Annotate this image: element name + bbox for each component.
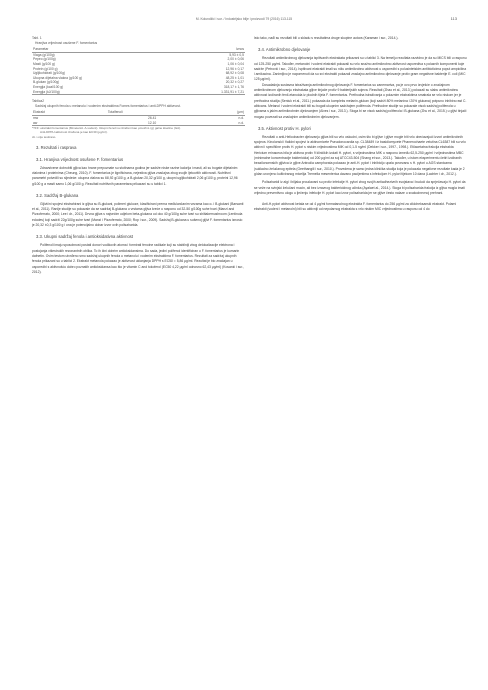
- table1-col-param: Parametar: [32, 47, 175, 52]
- table2-label: Tablica2: [32, 99, 45, 104]
- section-heading: 3.5. Aktivnost protiv H. pylori: [258, 125, 311, 131]
- section-heading: 3.3. Ukupni sadržaj fenola i antioksidativna aktivnost: [36, 234, 134, 240]
- paragraph: Anti-H.pylori aktivnost ketala se od 4 μg/ml formatanolnog ekstrakta F. fomentarius do 256 μg/ml za cikloheksanski ekstrakt. Polarni ekstrakti (vodeni i metanolni) bili su aktivniji od nepolarnog ekstrakta s vrlo niskim MIC vrijednostima u rasponu od 4 do: [254, 202, 457, 212]
- table-cell: Vlaga (g/100g): [33, 52, 55, 57]
- table-cell: 48,25 ± 1,01: [225, 75, 244, 80]
- running-head: M. Kolundžić i sur. / Industrijsko bilje i proizvodi 79 (2016) 113-115: [195, 17, 293, 21]
- table1-title: Hranjiva vrijednost osušene F. fomentarius: [35, 40, 98, 45]
- table-cell: Energija (kJ/100g): [32, 90, 175, 95]
- table1-label: Tabl. 1: [32, 36, 42, 40]
- table-cell: aw: [32, 121, 107, 126]
- table2-col-ext: Ekstrakt: [32, 110, 107, 115]
- table2-title: Sadržaj ukupnih fenola u metanolu i vodenim ekstraktima Fomes fomentarius i anti-DPPH aktivnost.: [35, 103, 181, 108]
- table-cell: Ukupna dijetalna vlakna (g/100 g): [33, 75, 83, 80]
- table2-col-ec: (μm): [197, 110, 245, 115]
- paragraph: Polisaharidi iz algi i biljaka proučavani su protiv infekcije H. pylori zbog svojih antiadhezivnih svojstava i budući da sprječavaju H. pylori da se veže na svinjski želučani mucin, ali bez izravnog baktericidnog učinka (Ayalaet al., 2014.). Stoga bi polisaharida frakcija iz gljiva mogla imati vrijednu preventivnu ulogu u lječenju infekcije H. pylori kao izvor polisaharida jer se gljive često nalaze u svakodnevnoj prehrani.: [254, 180, 466, 195]
- paragraph: Zdravstvene dobrobiti gljiva kao hrane prepoznate su stotinama godina jer sadrže niske razine kalorija i masti, ali su bogate dijetalnim vlaknima i proteinima (Cheung, 2010). F. fomentarius je lignificirana, nejestiva gljiva značajna zbog svojih ljekovitih aktivnosti. Nutritivni parametri potvrdili su sljedeće: ukupna vlakna su 68,92 g/100 g, a B-glukan 20,32 g/100 g, ukupni ugljikohidrati 2,06 g/100 g, proteini 12,96 g/100 g a masti samo 1,06 g/100 g. Rezultati nutritivnih parametara prikazani su u tablici 1.: [32, 165, 238, 186]
- table-cell: n.d.: [238, 115, 244, 120]
- section-heading: 3.2. Sadržaj B-glukana: [36, 192, 79, 198]
- table2-note: Anti-DPPH aktivnost izražena je kao EC30 (μg/ml).: [40, 130, 108, 135]
- paragraph: Isto tako, nađi su rezultati bili u skladu s rezultatima druge skupine autora (Karaman i sur., 2014.).: [254, 36, 399, 40]
- paragraph: Dosadašnja sustavna istraživanja antimikrobnog djelovanja F. fomentarius su zanemariva, pa je ovo prvo izvješće o značajnom antimikrobnom djelovanju ekstrakata gljive tinjače protiv 9 bakterijskih sojeva. Rezultati (Zhao et al., 2013.) pokazali su slabu antimikrobnu aktivnost izoliranih fenil-etanoida iz plodnih tijela F. fomentarius. Prethodna istraživanja u polaznim ekstraktima smatrala se vrlo niskom jer je prethodna studija (Seniuk et al., 2011.) pokazala da kompleks melanin-glukan (koji sadrži 80% melanina i 20% glukana) potpuno inhibira rast C. albicans. Metanol i vodeni ekstrakti bili su bogati ukupnim sadržajem polifenola. Prethodne studije su pokazale visok sadržaj polifenola u gljivama s jakim antimikrobnim djelovanjem (Alves i sur., 2013.). Stoga bi se visok sadržaj polifenola i B-glukana (Zhu et al., 2015.) u gljivi tinjači mogao povezati sa značajnim antimikrobnim djelovanjem.: [254, 82, 467, 119]
- section-heading: 3. Rezultati i rasprava: [36, 144, 77, 150]
- table-cell: 1,06 ± 0,04: [227, 61, 244, 66]
- table-cell: 26.41: [148, 115, 157, 120]
- phenol-table: [32, 110, 245, 126]
- table-cell: 12.10: [107, 121, 198, 126]
- table-row: [32, 121, 245, 126]
- table-cell: 68,92 ± 0,08: [225, 71, 244, 76]
- table-cell: 20,32 ± 0,27: [225, 80, 244, 85]
- table-cell: 1.331,91 ± 7,21: [175, 90, 245, 95]
- page-number: 113: [450, 16, 457, 21]
- section-heading: 3.4. Antimikrobno djelovanje: [258, 47, 311, 53]
- table-cell: Masti (g/100 g): [33, 61, 55, 66]
- table1-col-value: Iznos: [175, 47, 245, 52]
- paragraph: Rezultati antimikrobnog djelovanja ispitivanih ekstrakata prikazani su u tablici 3. Na temelju rezultata razvidno je da su MICS bili u rasponu od 125-250 μg/ml. Također, metanolni i vodeni ekstrakti pokazali su vrlo snažno antimikrobno aktivnost usporediva s polaznih komponenti koje sadrže (Petrović i sur., 2014). Ispitivani ekstrakti imali su nižu antimikrobno aktivnost u usporedbi s polusintetskim antibioticima poput ampicilina i amikacina. Zanimljivo je napomenuti da su svi ekstrakti pokazali značajno antimikrobno djelovanje protiv gram negativne bakterije E. coli (MIC 125 μg/ml).: [254, 56, 467, 82]
- table-cell: Protein (g/100 g): [33, 66, 58, 71]
- right-column: [254, 36, 467, 213]
- left-column: [32, 36, 245, 275]
- table-cell: 12,96 ± 0,17: [225, 66, 244, 71]
- section-heading: 3.1. Hranjiva vrijednost osušene F. fomentarius: [36, 156, 124, 162]
- table-cell: mw: [33, 115, 39, 120]
- table-cell: 5,93 ± 0,5: [229, 52, 244, 57]
- table-cell: 318,17 ± 1,76: [223, 84, 244, 89]
- table-cell: Ugljikohidrati (g/100g): [33, 71, 66, 76]
- table2-note: cti. i-nije testirano.: [32, 134, 57, 139]
- paragraph: Rezultati o anti-Helicobacter djelovanju gljiva bili su vrlo oskudni, osim što bi gljive i gljive mogle biti vrlo obećavajući izvori antimikrobnih spojeva. Kinolonski i fialidni spojevi iz aktinomicete Pseudonocardia sp. CL38489 i iz basidiomycete Phanerochaete velutina CL6387 bili su vrlo aktivni i specifične protiv H. pylori s niskim vrijednostima MIK od 0,1-5 ng/ml (Dekker i sur., 1997., 1998.). Etilacetatna frakcija ekstrakta Hericium erinaceus bila je aktivna protiv 9 kliničkih izolati H. pylori, s vrijednostima MIK u rasponu između 62,5-250 μg/ml i vrijednostima MBC (minimalne koncentracije baktericida) od 200 μg/ml za soj ATCC43-504 (Shang et sur., 2013.). Također, u istom eksperimentu četiri izoliranih beaziloncenskih gljivica iz gljive Antrodia camphorata pokazao je anti-H. pylori i inhibicijo upala povezanu s H. pylori u AGS stanicama (sukladno želučanog epitela (Geethangili i sur., 2010.). Provedena je samo jedna klinička studija koja je pokazala negativne rezultate kada je 2 g/dan uronjeno kultiviranog micelija Tremella mesenterica davano pacijentima s infekcijom H. pylori tijekom 10 dana (Lachter i dr., 2012.).: [254, 134, 466, 176]
- table-cell: Energija (kcal/100 g): [33, 84, 64, 89]
- paragraph: Polifenoli imaju sposobnost postati donori vodikovih atoma i formirati fenolne radikale koji su stabilniji zbog delokalizacije elektrona i postojanja višestrukih rezonantnih oblika. To ih čini dobrim antioksidansima. Do sada, jedini polifenol identificiran u F. fomentarius je kumarin dafnetin. Ovim testom utvrđeno smo sadržaj ukupnih fenola u metanolu i vodenim ekstraktima F. fomentarius. Rezultati za sadržaj ukupnih fenola prikazani su u tablici 2. Ekstrakt metanola pokazao je aktivnost uklanjanja DPPH s EC50 = 5,86 μg/ml. Rezultat je bio značajan u usporedbi s aktivnošću dobro poznatih antioksidansa kao što je vitamin C and tokoferol (EC50 4,22 μg/ml odnosno 62,43 μg/ml) (Kosanić i sur., 2012).: [32, 243, 245, 274]
- table-cell: n.d.: [197, 121, 245, 126]
- table2-note: *TFF: ekstrakti fomentarius (Mmeteriol. A-vodeni). Ukupni fenoli su izraženi kao μmol/mL (g) galne kiseline (GA).: [32, 126, 182, 131]
- table-row: [32, 90, 245, 95]
- table2-col-phen: Totalfenoli: [107, 110, 198, 115]
- table-cell: B-glukan (g/100g): [33, 80, 60, 85]
- table-cell: Pepeo (g/100g): [33, 57, 56, 62]
- table-cell: 2,00 ± 0,06: [227, 57, 244, 62]
- nutrition-table: [32, 47, 245, 95]
- paragraph: Gljivični spojevi ekstrahirani iz gljiva su B-glukani, polimeri glukoze, klasificirani prema međulančanim vezama kao α- i B-glukani (Barsanti et al., 2011). Ranije studije su pokazale da se sadržaj B-glukana u vrstama gljiva kreće u rasponu od 32-50 g/100g suhe tvari (Manzi and Pizzoferrato, 2000; Lee i dr., 2011). Drvna gljiva s najvećim udjelom beta-glukana od oko 40 g/100g suhe tvari su shiitakemushroom (Lentinula edodes) koji sadrži 22g/100g suhe tvari (Manzi i Pizzoferrato, 2000; Rop i sur., 2009). Sadržaj B-glukana u sušenoj gljivi F. fomentarius iznosio je 20,32 ±0,3 g/100 g i ona je potencijalno dobar izvor ovih polisaharida.: [32, 201, 244, 228]
